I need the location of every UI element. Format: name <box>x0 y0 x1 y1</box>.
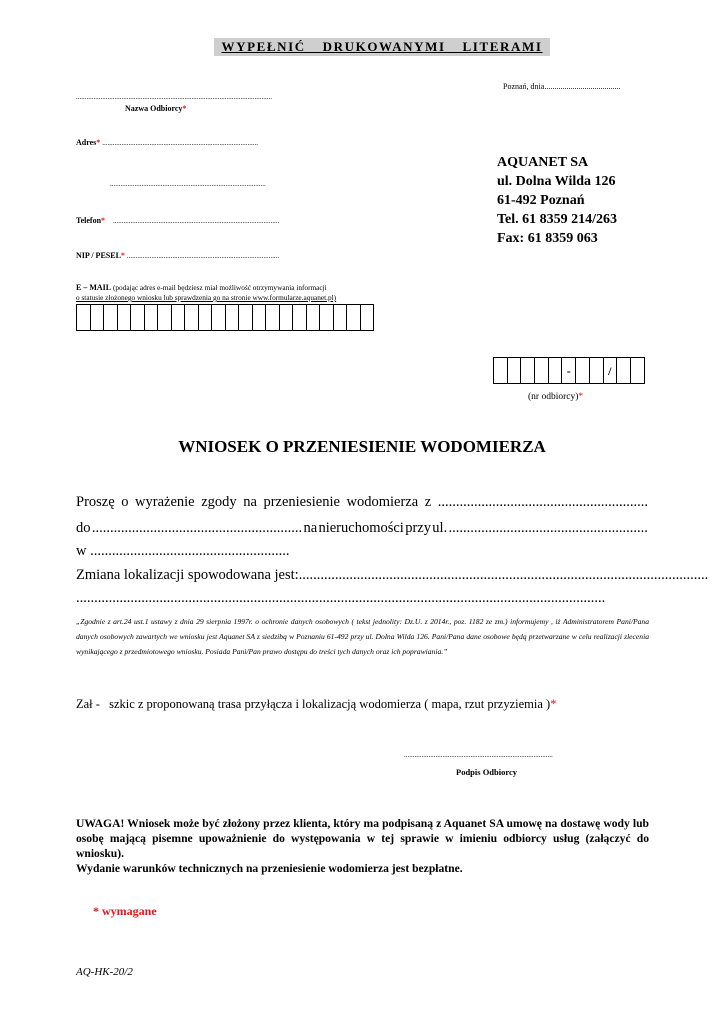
customer-number-slash: / <box>604 357 618 384</box>
required-asterisk: * <box>578 392 584 402</box>
company-street: ul. Dolna Wilda 126 <box>497 174 616 189</box>
customer-number-cell[interactable] <box>617 357 631 384</box>
email-note-1: (podając adres e-mail będziesz miał możliwość otrzymywania informacji <box>112 283 327 292</box>
customer-number-cell[interactable] <box>631 357 645 384</box>
address-label-text: Adres <box>76 138 97 147</box>
reason-field-dots[interactable]: ................................................................................................................. <box>298 567 709 583</box>
phone-label-text: Telefon <box>76 216 102 225</box>
email-char-cell[interactable] <box>239 304 253 331</box>
email-char-cell[interactable] <box>280 304 294 331</box>
body-word: przeniesienie <box>263 494 340 510</box>
email-label <box>76 283 336 303</box>
body-word: ul. <box>432 520 448 536</box>
place-date[interactable]: Poznań, dnia...................................... <box>503 82 621 91</box>
name-label-text: Nazwa Odbiorcy <box>125 104 183 113</box>
notice-block <box>76 816 649 876</box>
phone-field-dots[interactable]: ............................................................................................... <box>113 217 280 225</box>
email-char-cell[interactable] <box>77 304 91 331</box>
reason-label: Zmiana lokalizacji spowodowana jest: <box>76 567 299 583</box>
email-char-cell[interactable] <box>212 304 226 331</box>
name-label <box>125 104 186 113</box>
to-field-dots[interactable]: .......................................................... <box>91 520 303 536</box>
customer-number-cell[interactable] <box>590 357 604 384</box>
customer-number-label <box>528 392 583 402</box>
company-name: AQUANET SA <box>497 155 589 170</box>
email-char-cell[interactable] <box>226 304 240 331</box>
required-asterisk: * <box>101 216 106 225</box>
company-address-block <box>497 153 617 248</box>
customer-number-cell[interactable] <box>494 357 508 384</box>
body-line-3[interactable]: w ....................................................... <box>76 543 290 559</box>
required-note: * wymagane <box>93 904 157 918</box>
required-asterisk: * <box>550 697 557 711</box>
nip-field-dots[interactable]: ....................................................................................... <box>126 252 280 260</box>
body-word: zgody <box>201 494 237 510</box>
email-char-cell[interactable] <box>185 304 199 331</box>
nip-label <box>76 251 279 260</box>
name-field-dots[interactable]: ................................................................................................................ <box>76 93 272 101</box>
email-char-cell[interactable] <box>118 304 132 331</box>
email-input-grid[interactable] <box>76 304 374 331</box>
email-char-cell[interactable] <box>293 304 307 331</box>
street-field-dots[interactable]: ....................................................... <box>448 520 648 536</box>
required-asterisk: * <box>182 104 187 113</box>
required-asterisk: * <box>120 251 125 260</box>
address-field-dots-2[interactable]: ......................................................................................... <box>110 180 266 188</box>
notice-text: UWAGA! Wniosek może być złożony przez klienta, który ma podpisaną z Aquanet SA umowę na dostawę wody lub osobę mającą pisemne upoważnienie do występowania w tej sprawie w imieniu odbiorcy usług (załączyć do wniosku). <box>76 817 649 860</box>
signature-label: Podpis Odbiorcy <box>456 767 518 777</box>
customer-number-cell[interactable] <box>549 357 563 384</box>
signature-field-dots[interactable]: ..................................................................................... <box>404 751 553 759</box>
email-char-cell[interactable] <box>320 304 334 331</box>
gdpr-notice: „Zgodnie z art.24 ust.1 ustawy z dnia 29 sierpnia 1997r. o ochronie danych osobowych ( tekst jednolity: Dz.U. z 2014r., poz. 1182 ze zm.) informujemy , iż Administratorem Pani/Pana danych osobowych zawartych we wniosku jest Aquanet SA z siedzibą w Poznaniu 61-492 przy ul. Dolna Wilda 126. Pani/Pana dane osobowe będą przetwarzane w celu realizacji zlecenia wynikającego z przedmiotowego wniosku. Posiada Pani/Pan prawo dostępu do treści tych danych oraz ich poprawiania.” <box>76 617 649 656</box>
form-code: AQ-HK-20/2 <box>76 966 133 978</box>
customer-number-cell[interactable] <box>521 357 535 384</box>
customer-number-cell[interactable] <box>508 357 522 384</box>
customer-number-cell[interactable] <box>576 357 590 384</box>
body-word: do <box>76 520 91 536</box>
form-banner: WYPEŁNIĆ DRUKOWANYMI LITERAMI <box>214 38 550 56</box>
from-field-dots[interactable]: .......................................................... <box>437 494 648 510</box>
email-char-cell[interactable] <box>131 304 145 331</box>
attachment-label: Zał - <box>76 697 100 711</box>
body-word: na <box>303 520 318 536</box>
customer-number-label-text: (nr odbiorcy) <box>528 392 579 402</box>
nip-label-text: NIP / PESEL <box>76 251 121 260</box>
phone-label <box>76 216 279 225</box>
company-city: 61-492 Poznań <box>497 193 585 208</box>
company-tel: Tel. 61 8359 214/263 <box>497 212 618 227</box>
email-char-cell[interactable] <box>199 304 213 331</box>
email-char-cell[interactable] <box>158 304 172 331</box>
body-word: Proszę <box>76 494 115 510</box>
body-word: nieruchomości <box>318 520 404 536</box>
body-word: o <box>121 494 129 510</box>
email-label-text: E – MAIL <box>76 283 112 292</box>
email-char-cell[interactable] <box>307 304 321 331</box>
body-word: przy <box>405 520 431 536</box>
email-char-cell[interactable] <box>253 304 267 331</box>
reason-field-dots-2[interactable]: .................................................................................................................................................. <box>76 590 606 606</box>
attachment-text: szkic z proponowaną trasa przyłącza i lokalizacją wodomierza ( mapa, rzut przyziemia ) <box>109 697 551 711</box>
email-char-cell[interactable] <box>334 304 348 331</box>
email-char-cell[interactable] <box>266 304 280 331</box>
email-char-cell[interactable] <box>91 304 105 331</box>
notice-free: Wydanie warunków technicznych na przeniesienie wodomierza jest bezpłatne. <box>76 862 463 875</box>
email-char-cell[interactable] <box>172 304 186 331</box>
email-note-2: o statusie złożonego wniosku lub sprawdzenia go na stronie www.formularze.aquanet.pl) <box>76 293 337 302</box>
body-line-2 <box>76 520 648 537</box>
customer-number-dash: - <box>562 357 576 384</box>
body-word: wodomierza <box>346 494 419 510</box>
body-word: wyrażenie <box>135 494 195 510</box>
email-char-cell[interactable] <box>347 304 361 331</box>
body-word: na <box>243 494 257 510</box>
document-title: WNIOSEK O PRZENIESIENIE WODOMIERZA <box>178 437 546 456</box>
customer-number-cell[interactable] <box>535 357 549 384</box>
email-char-cell[interactable] <box>104 304 118 331</box>
required-asterisk: * <box>96 138 101 147</box>
attachment-line <box>76 697 556 712</box>
body-word: z <box>424 494 432 510</box>
company-fax: Fax: 61 8359 063 <box>497 231 598 246</box>
email-char-cell[interactable] <box>361 304 375 331</box>
address-label <box>76 138 258 147</box>
customer-number-grid[interactable] <box>493 357 645 384</box>
body-line-1 <box>76 494 648 511</box>
address-field-dots[interactable]: ......................................................................................... <box>102 139 259 147</box>
body-line-4 <box>76 567 708 584</box>
email-char-cell[interactable] <box>145 304 159 331</box>
